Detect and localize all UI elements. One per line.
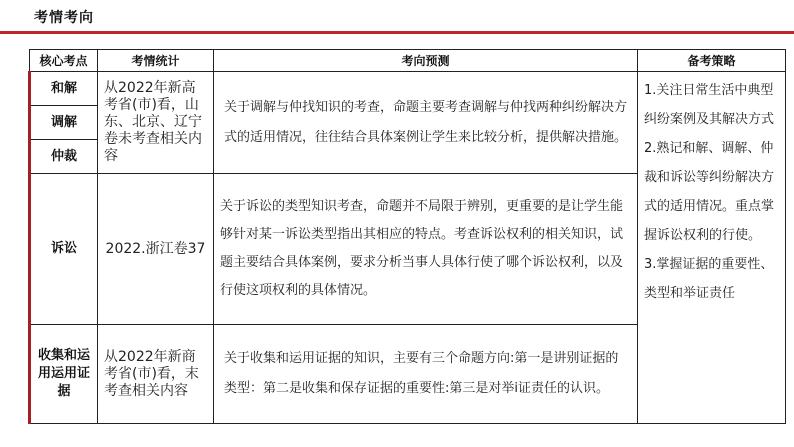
table-row <box>30 72 786 106</box>
header-prediction: 考向预测 <box>214 50 638 72</box>
strategy-item: 1.关注日常生活中典型纠纷案例及其解决方式 <box>644 83 775 127</box>
section-title: 考情考向 <box>34 10 94 26</box>
header-core-topic: 核心考点 <box>30 50 98 72</box>
topic-reconciliation: 和解 <box>30 72 98 106</box>
topic-litigation: 诉讼 <box>30 174 98 325</box>
prediction-evidence: 关于收集和运用证据的知识，主要有三个命题方向:第一是讲别证据的类型：第二是收集和保存证据的重要性:第三是对举i证责任的认识。 <box>214 325 638 424</box>
strategy-item: 3.掌握证据的重要性、类型和举证责任 <box>644 257 774 301</box>
topic-evidence: 收集和运用运用证据 <box>30 325 98 424</box>
exam-analysis-table <box>28 49 786 424</box>
stats-litigation: 2022.浙江卷37 <box>98 174 214 325</box>
header-strategy: 备考策略 <box>638 50 786 72</box>
stats-evidence: 从2022年新商考省(市)看，末考查相关内容 <box>98 325 214 424</box>
strategy-cell <box>638 72 786 424</box>
topic-arbitration: 仲裁 <box>30 140 98 174</box>
prediction-mediation: 关于调解与仲找知识的考查，命题主要考查调解与仲找两种纠纷解决方式的适用情况，往往结合具体案例让学生来比较分析，提供解决措施。 <box>214 72 638 174</box>
stats-mediation: 从2022年新高考省(市)看，山东、北京、辽宁卷未考查相关内容 <box>98 72 214 174</box>
topic-mediation: 调解 <box>30 106 98 140</box>
prediction-litigation: 关于诉讼的类型知识考查，命题并不局限于辨别，更重要的是让学生能够针对某一诉讼类型指出其相应的特点。考查诉讼权利的相关知识，试题主要结合具体案例，要求分析当事人具体行使了哪个诉讼权利，以及行使这项权利的具体情况。 <box>214 174 638 325</box>
title-divider <box>0 31 794 34</box>
table-header-row <box>30 50 786 72</box>
strategy-item: 2.熟记和解、调解、仲裁和诉讼等纠纷解决方式的适用情况。重点掌握诉讼权利的行使。 <box>644 141 775 243</box>
header-statistics: 考情统计 <box>98 50 214 72</box>
